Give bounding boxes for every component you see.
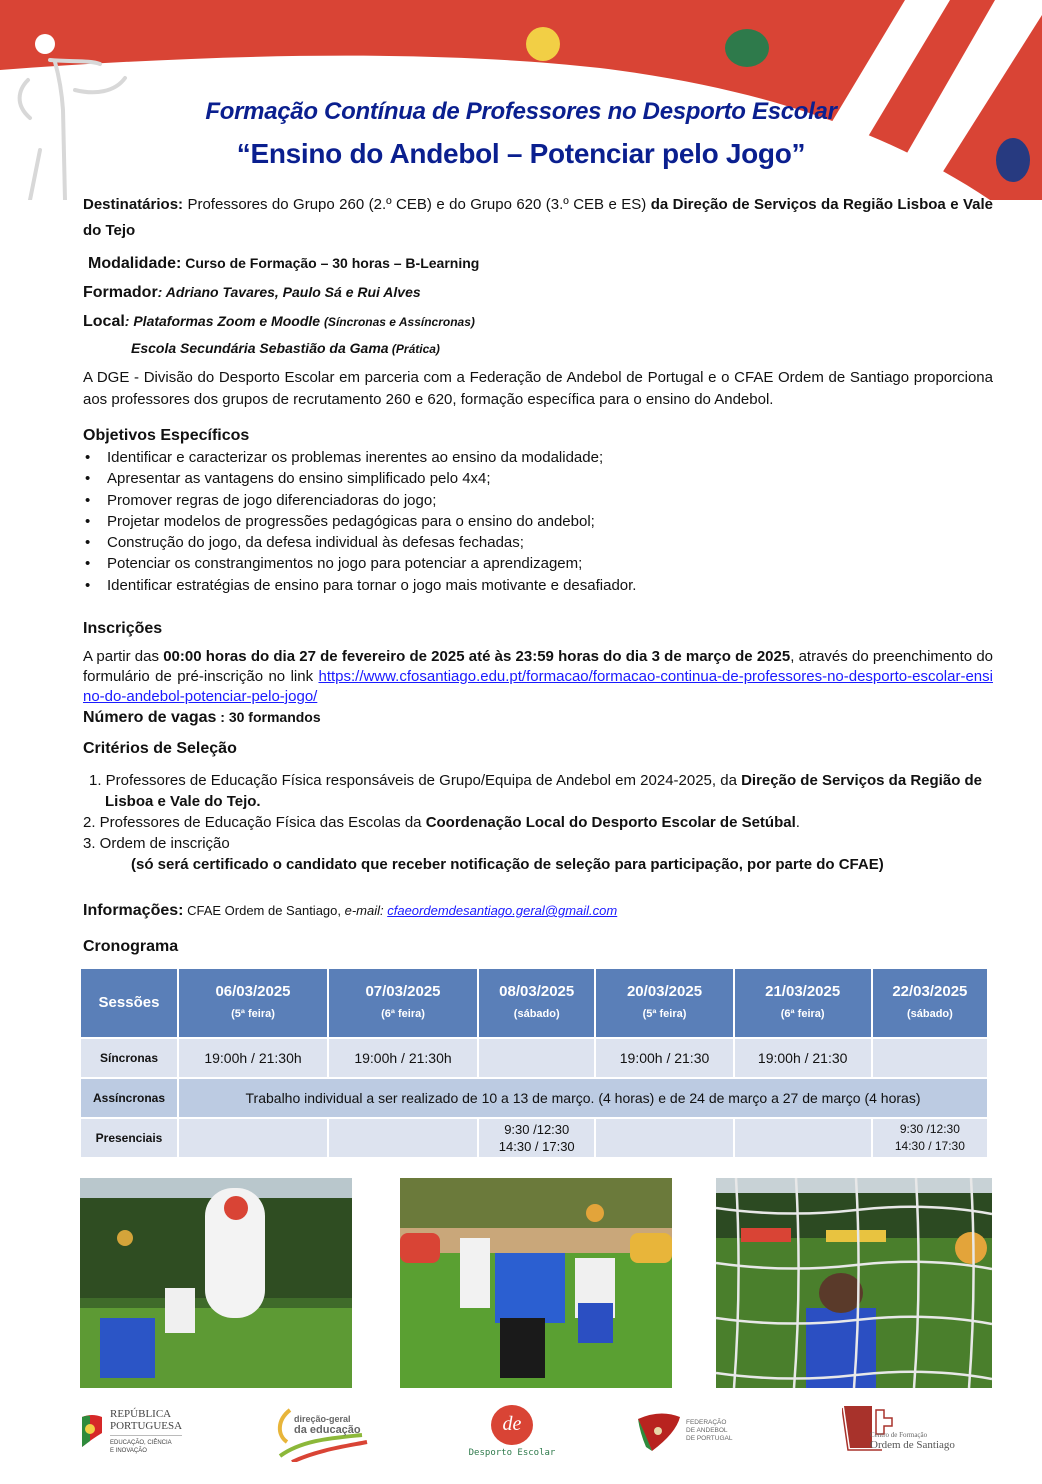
destinatarios-region: da Direção de Serviços da Região Lisboa e Vale do Tejo [83,196,993,239]
destinatarios-label: Destinatários: [83,196,184,213]
objetivos-section [83,425,993,596]
informacoes-org: CFAE Ordem de Santiago, [183,903,345,918]
modalidade [83,252,993,275]
intro-paragraph: A DGE - Divisão do Desporto Escolar em parceria com a Federação de Andebol de Portugal e o CFAE Ordem de Santiago proporciona aos professores dos grupos de recrutamento 260 e 620, formação específica para o ensino do Andebol. [83,369,993,408]
header-date [735,969,871,1037]
email-link[interactable]: cfaeordemdesantiago.geral@gmail.com [387,903,618,918]
table-cell [479,1039,594,1077]
header-day: (6ª feira) [780,1008,825,1020]
informacoes [83,900,993,922]
green-dot [725,29,769,67]
photo-3 [716,1178,992,1388]
dge-line-2: da educação [294,1424,361,1436]
fap-line-2: DE ANDEBOL [686,1427,728,1434]
vagas-value: : 30 formandos [216,709,321,725]
header-date-value: 22/03/2025 [892,983,968,1000]
header-date-value: 06/03/2025 [215,983,291,1000]
page-subtitle: “Ensino do Andebol – Potenciar pelo Jogo” [236,138,806,169]
local-label: Local [83,313,125,330]
row-label: Presenciais [81,1119,177,1157]
dge-line-1: direção-geral [294,1414,351,1424]
cfos-text [870,1430,955,1450]
header-date [179,969,327,1037]
table-cell-merged: Trabalho individual a ser realizado de 10 a 13 de março. (4 horas) e de 24 de março a 27 de março (4 horas) [179,1079,987,1117]
cronograma-heading: Cronograma [83,938,179,955]
inscricoes-text-mid: , através do preenchimento do formulário de pré-inscrição no link [83,648,994,685]
criterio-1-text: 1. Professores de Educação Física responsáveis de Grupo/Equipa de Andebol em 2024-2025, da [89,772,742,789]
cronograma-title [83,936,993,958]
table-cell [735,1119,871,1157]
header-date-value: 20/03/2025 [626,983,703,1000]
table-cell: 19:00h / 21:30h [179,1039,327,1077]
informacoes-label: Informações: [83,902,184,919]
formador [83,281,993,304]
email-label: e-mail: [344,903,388,918]
republica-sub-1: EDUCAÇÃO, CIÊNCIA [110,1439,172,1446]
table-row-presenciais [81,1119,987,1157]
inscricoes-text-start: A partir das [83,648,164,665]
page-title: Formação Contínua de Professores no Desporto Escolar [205,98,837,125]
local-value-1: : Plataformas Zoom e Moodle [124,313,324,329]
criterio-item-1 [83,770,993,812]
yellow-dot [526,27,560,61]
logo-federacao-andebol [636,1400,746,1462]
table-cell: 9:30 /12:30 14:30 / 17:30 [873,1119,987,1157]
criterio-2-bold: Coordenação Local do Desporto Escolar de Setúbal [425,814,796,831]
fap-line-1: FEDERAÇÃO [686,1419,727,1426]
formador-value: : Adriano Tavares, Paulo Sá e Rui Alves [157,284,421,300]
table-cell [179,1119,327,1157]
criterio-2-text: 2. Professores de Educação Física das Escolas da [83,814,426,831]
objetivo-item: • Identificar e caracterizar os problemas inerentes ao ensino da modalidade; [83,447,993,468]
header-sessoes: Sessões [81,969,177,1037]
objetivos-list [83,447,993,596]
modalidade-value: Curso de Formação – 30 horas – B-Learning [181,255,480,271]
inscricoes-text [83,647,993,707]
logo-republica-portuguesa [80,1400,200,1462]
dge-text [294,1414,361,1436]
republica-sub-2: E INOVAÇÃO [110,1447,147,1454]
de-mark-icon: de [491,1405,533,1445]
cronograma-table [79,967,989,1159]
photo-2 [400,1178,672,1388]
header-date [873,969,987,1037]
header-day: (sábado) [513,1008,560,1020]
photo-1-image [80,1178,352,1388]
row-label: Síncronas [81,1039,177,1077]
photo-3-image [716,1178,992,1388]
destinatarios [83,192,993,244]
criterio-2-end: . [795,814,800,831]
inscricoes-period: 00:00 horas do dia 27 de fevereiro de 2025 até às 23:59 horas do dia 3 de março de 2025 [163,648,791,665]
local-note-1: (Síncronas e Assíncronas) [323,315,475,329]
fap-line-3: DE PORTUGAL [686,1435,733,1442]
logo-dge [272,1400,372,1462]
de-label: Desporto Escolar [468,1447,556,1458]
objetivo-item: • Potenciar os constrangimentos no jogo para potenciar a aprendizagem; [83,553,993,574]
cfos-line-2: Ordem de Santiago [870,1439,955,1451]
logo-cfae-ordem-santiago [842,1400,972,1462]
photo-2-image [400,1178,672,1388]
destinatarios-text: Professores do Grupo 260 (2.º CEB) e do Grupo 620 (3.º CEB e ES) [183,196,651,213]
header-date-value: 07/03/2025 [365,983,441,1000]
header-date [329,969,477,1037]
fap-text [686,1419,732,1443]
criterios-note: (só será certificado o candidato que receber notificação de seleção para participação, por parte do CFAE) [131,856,884,873]
objetivo-item: • Promover regras de jogo diferenciadoras do jogo; [83,490,993,511]
local-value-2: Escola Secundária Sebastião da Gama [131,340,389,356]
fap-shield-icon [636,1411,682,1451]
objetivos-title: Objetivos Específicos [83,427,250,444]
row-label: Assíncronas [81,1079,177,1117]
cfos-line-1: Centro de Formação [870,1431,928,1439]
header-day: (6ª feira) [381,1008,425,1020]
table-cell: 9:30 /12:30 14:30 / 17:30 [479,1119,594,1157]
header-date [479,969,594,1037]
vagas-label: Número de vagas [83,709,217,726]
objetivo-item: • Identificar estratégias de ensino para tornar o jogo mais motivante e desafiador. [83,575,993,596]
table-cell: 19:00h / 21:30 [735,1039,871,1077]
logo-desporto-escolar [462,1400,562,1462]
photo-1 [80,1178,352,1388]
info-block [83,192,993,360]
inscricoes-section [83,618,993,728]
table-header-row [81,969,987,1037]
table-row-sincronas [81,1039,987,1077]
inscricoes-title: Inscrições [83,620,163,637]
local [83,310,993,333]
table-cell [873,1039,987,1077]
modalidade-label: Modalidade: [88,255,182,272]
objetivo-item: • Construção do jogo, da defesa individual às defesas fechadas; [83,532,993,553]
header-day: (5ª feira) [231,1008,275,1020]
table-cell: 19:00h / 21:30h [329,1039,477,1077]
table-cell: 19:00h / 21:30 [596,1039,732,1077]
table-cell [329,1119,477,1157]
portugal-flag-icon [80,1413,104,1449]
republica-line-1: REPÚBLICA [110,1407,172,1420]
criterio-item-2 [83,812,993,833]
objetivo-item: • Projetar modelos de progressões pedagógicas para o ensino do andebol; [83,511,993,532]
criterios-section [83,738,993,876]
header-day: (sábado) [906,1008,953,1020]
criterio-1-bold: Direção de Serviços da Região de Lisboa e Vale do Tejo. [105,772,983,810]
republica-line-2: PORTUGUESA [110,1420,182,1436]
header-date-value: 21/03/2025 [765,983,841,1000]
local-line-2 [83,337,993,360]
local-note-2: (Prática) [388,342,440,356]
table-cell [596,1119,732,1157]
table-row-assincronas [81,1079,987,1117]
header-day: (5ª feira) [642,1008,687,1020]
registration-link[interactable]: https://www.cfosantiago.edu.pt/formacao/formacao-continua-de-professores-no-desporto-escolar-ensino-do-andebol-potenciar-pelo-jogo/ [83,668,993,705]
cronograma-table-wrapper [79,967,991,1159]
criterio-item-3: 3. Ordem de inscrição [83,835,230,852]
republica-text [110,1408,182,1455]
formador-label: Formador [83,284,158,301]
header-date [596,969,732,1037]
vagas [83,707,993,728]
criterios-title: Critérios de Seleção [83,740,237,757]
objetivo-item: • Apresentar as vantagens do ensino simplificado pelo 4x4; [83,468,993,489]
header-date-value: 08/03/2025 [499,983,575,1000]
